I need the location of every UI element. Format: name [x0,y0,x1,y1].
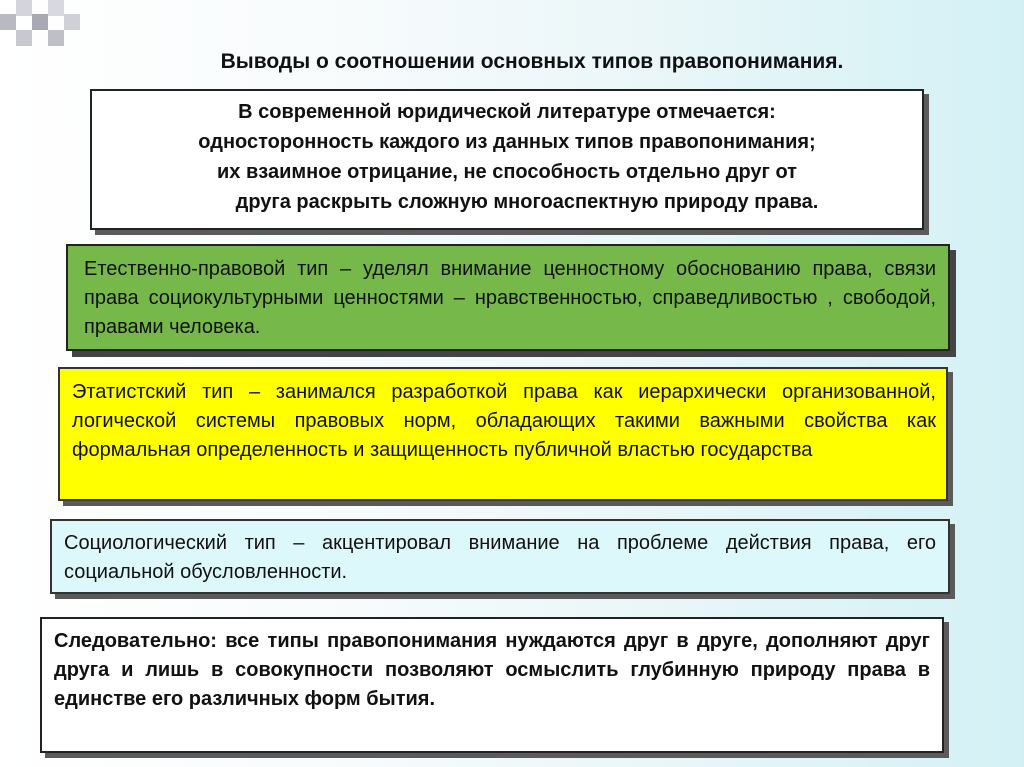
decor-square [48,30,64,46]
intro-line: односторонность каждого из данных типов правопонимания; [198,131,816,153]
intro-line: их взаимное отрицание, не способность отдельно друг от [217,161,797,183]
intro-line: друга раскрыть сложную многоаспектную природу права. [235,191,819,213]
decor-square [16,30,32,46]
decor-square [32,14,48,30]
sociological-type-text: Социологический тип – акцентировал внимание на проблеме действия права, его социальной обусловленности. [64,532,936,583]
decor-square [16,0,32,16]
slide-title: Выводы о соотношении основных типов правопонимания. [220,50,844,73]
decor-square [0,14,16,30]
intro-box [90,89,924,230]
etatist-type-box [58,367,948,501]
intro-line: В современной юридической литературе отмечается: [238,101,776,123]
conclusion-box [40,617,944,753]
decor-square [48,0,64,16]
natural-law-type-text: Етественно-правовой тип – уделял внимание ценностному обоснованию права, связи права социокультурными ценностями – нравственностью, справедливостью , свободой, правами человека. [84,258,936,338]
sociological-type-box [50,519,950,594]
natural-law-type-box [66,244,950,351]
conclusion-text: Следовательно: все типы правопонимания нуждаются друг в друге, дополняют друг друга и лишь в совокупности позволяют осмыслить глубинную природу права в единстве его различных форм бытия. [54,630,930,710]
etatist-type-text: Этатистский тип – занимался разработкой права как иерархически организованной, логической системы правовых норм, обладающих такими важными свойства как формальная определенность и защищенность публичной властью государства [72,381,936,461]
decor-square [64,14,80,30]
